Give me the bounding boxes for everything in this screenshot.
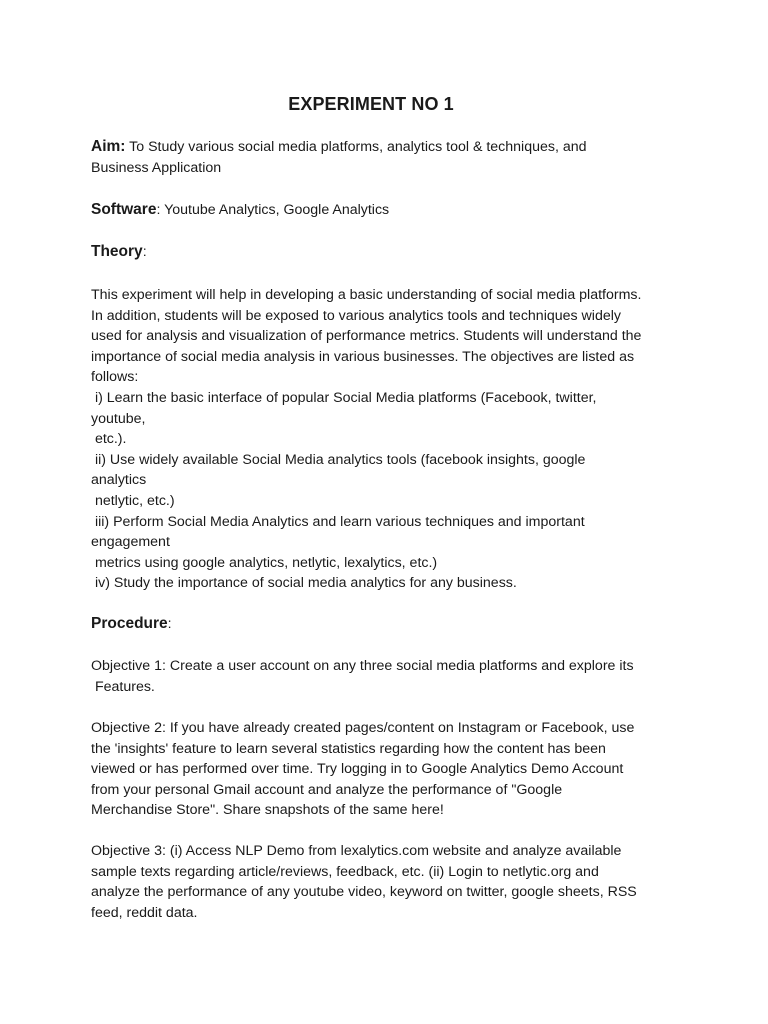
objective-1 (91, 656, 691, 697)
theory-line: importance of social media analysis in various businesses. The objectives are listed as (91, 348, 635, 365)
theory-line: In addition, students will be exposed to various analytics tools and techniques widely (91, 307, 621, 324)
software-text: : Youtube Analytics, Google Analytics (156, 202, 390, 218)
aim-text-line: To Study various social media platforms, analytics tool & techniques, and (125, 139, 587, 155)
theory-line: i) Learn the basic interface of popular Social Media platforms (Facebook, twitter, (91, 389, 597, 406)
aim-text-line: Business Application (91, 159, 222, 176)
theory-heading (91, 242, 691, 263)
theory-label: Theory (91, 243, 143, 260)
page-title: EXPERIMENT NO 1 (288, 94, 454, 114)
objective-2 (91, 718, 691, 821)
theory-line: youtube, (91, 410, 146, 427)
theory-line: used for analysis and visualization of performance metrics. Students will understand the (91, 328, 642, 345)
theory-line: etc.). (91, 431, 127, 448)
theory-line: ii) Use widely available Social Media analytics tools (facebook insights, google (91, 451, 586, 468)
theory-line: engagement (91, 534, 170, 551)
objective-line: Objective 2: If you have already created pages/content on Instagram or Facebook, use (91, 720, 635, 736)
objective-line: Merchandise Store". Share snapshots of the same here! (91, 802, 444, 819)
objective-line: sample texts regarding article/reviews, feedback, etc. (ii) Login to netlytic.org and (91, 863, 599, 880)
aim-section (91, 137, 691, 178)
theory-line: iv) Study the importance of social media analytics for any business. (91, 575, 517, 592)
software-section (91, 200, 691, 221)
theory-line: This experiment will help in developing a basic understanding of social media platforms. (91, 287, 642, 303)
theory-line: follows: (91, 369, 139, 386)
objective-line: Objective 3: (i) Access NLP Demo from lexalytics.com website and analyze available (91, 843, 622, 859)
objective-line: the 'insights' feature to learn several statistics regarding how the content has been (91, 740, 606, 757)
procedure-suffix: : (167, 616, 172, 632)
theory-body (91, 285, 691, 594)
theory-line: netlytic, etc.) (91, 492, 175, 509)
theory-line: metrics using google analytics, netlytic, lexalytics, etc.) (91, 554, 438, 571)
theory-line: iii) Perform Social Media Analytics and learn various techniques and important (91, 513, 585, 530)
theory-line: analytics (91, 472, 147, 489)
objective-line: Objective 1: Create a user account on any three social media platforms and explore its (91, 658, 634, 674)
procedure-label: Procedure (91, 615, 168, 632)
aim-label: Aim: (91, 138, 126, 155)
objective-line: Features. (91, 678, 155, 695)
objective-line: viewed or has performed over time. Try logging in to Google Analytics Demo Account (91, 761, 624, 778)
objective-line: from your personal Gmail account and analyze the performance of "Google (91, 781, 563, 798)
objective-3 (91, 841, 691, 923)
theory-suffix: : (142, 244, 147, 260)
objective-line: analyze the performance of any youtube video, keyword on twitter, google sheets, RSS (91, 884, 637, 901)
objective-line: feed, reddit data. (91, 904, 198, 921)
software-label: Software (91, 201, 157, 218)
procedure-heading (91, 614, 691, 635)
